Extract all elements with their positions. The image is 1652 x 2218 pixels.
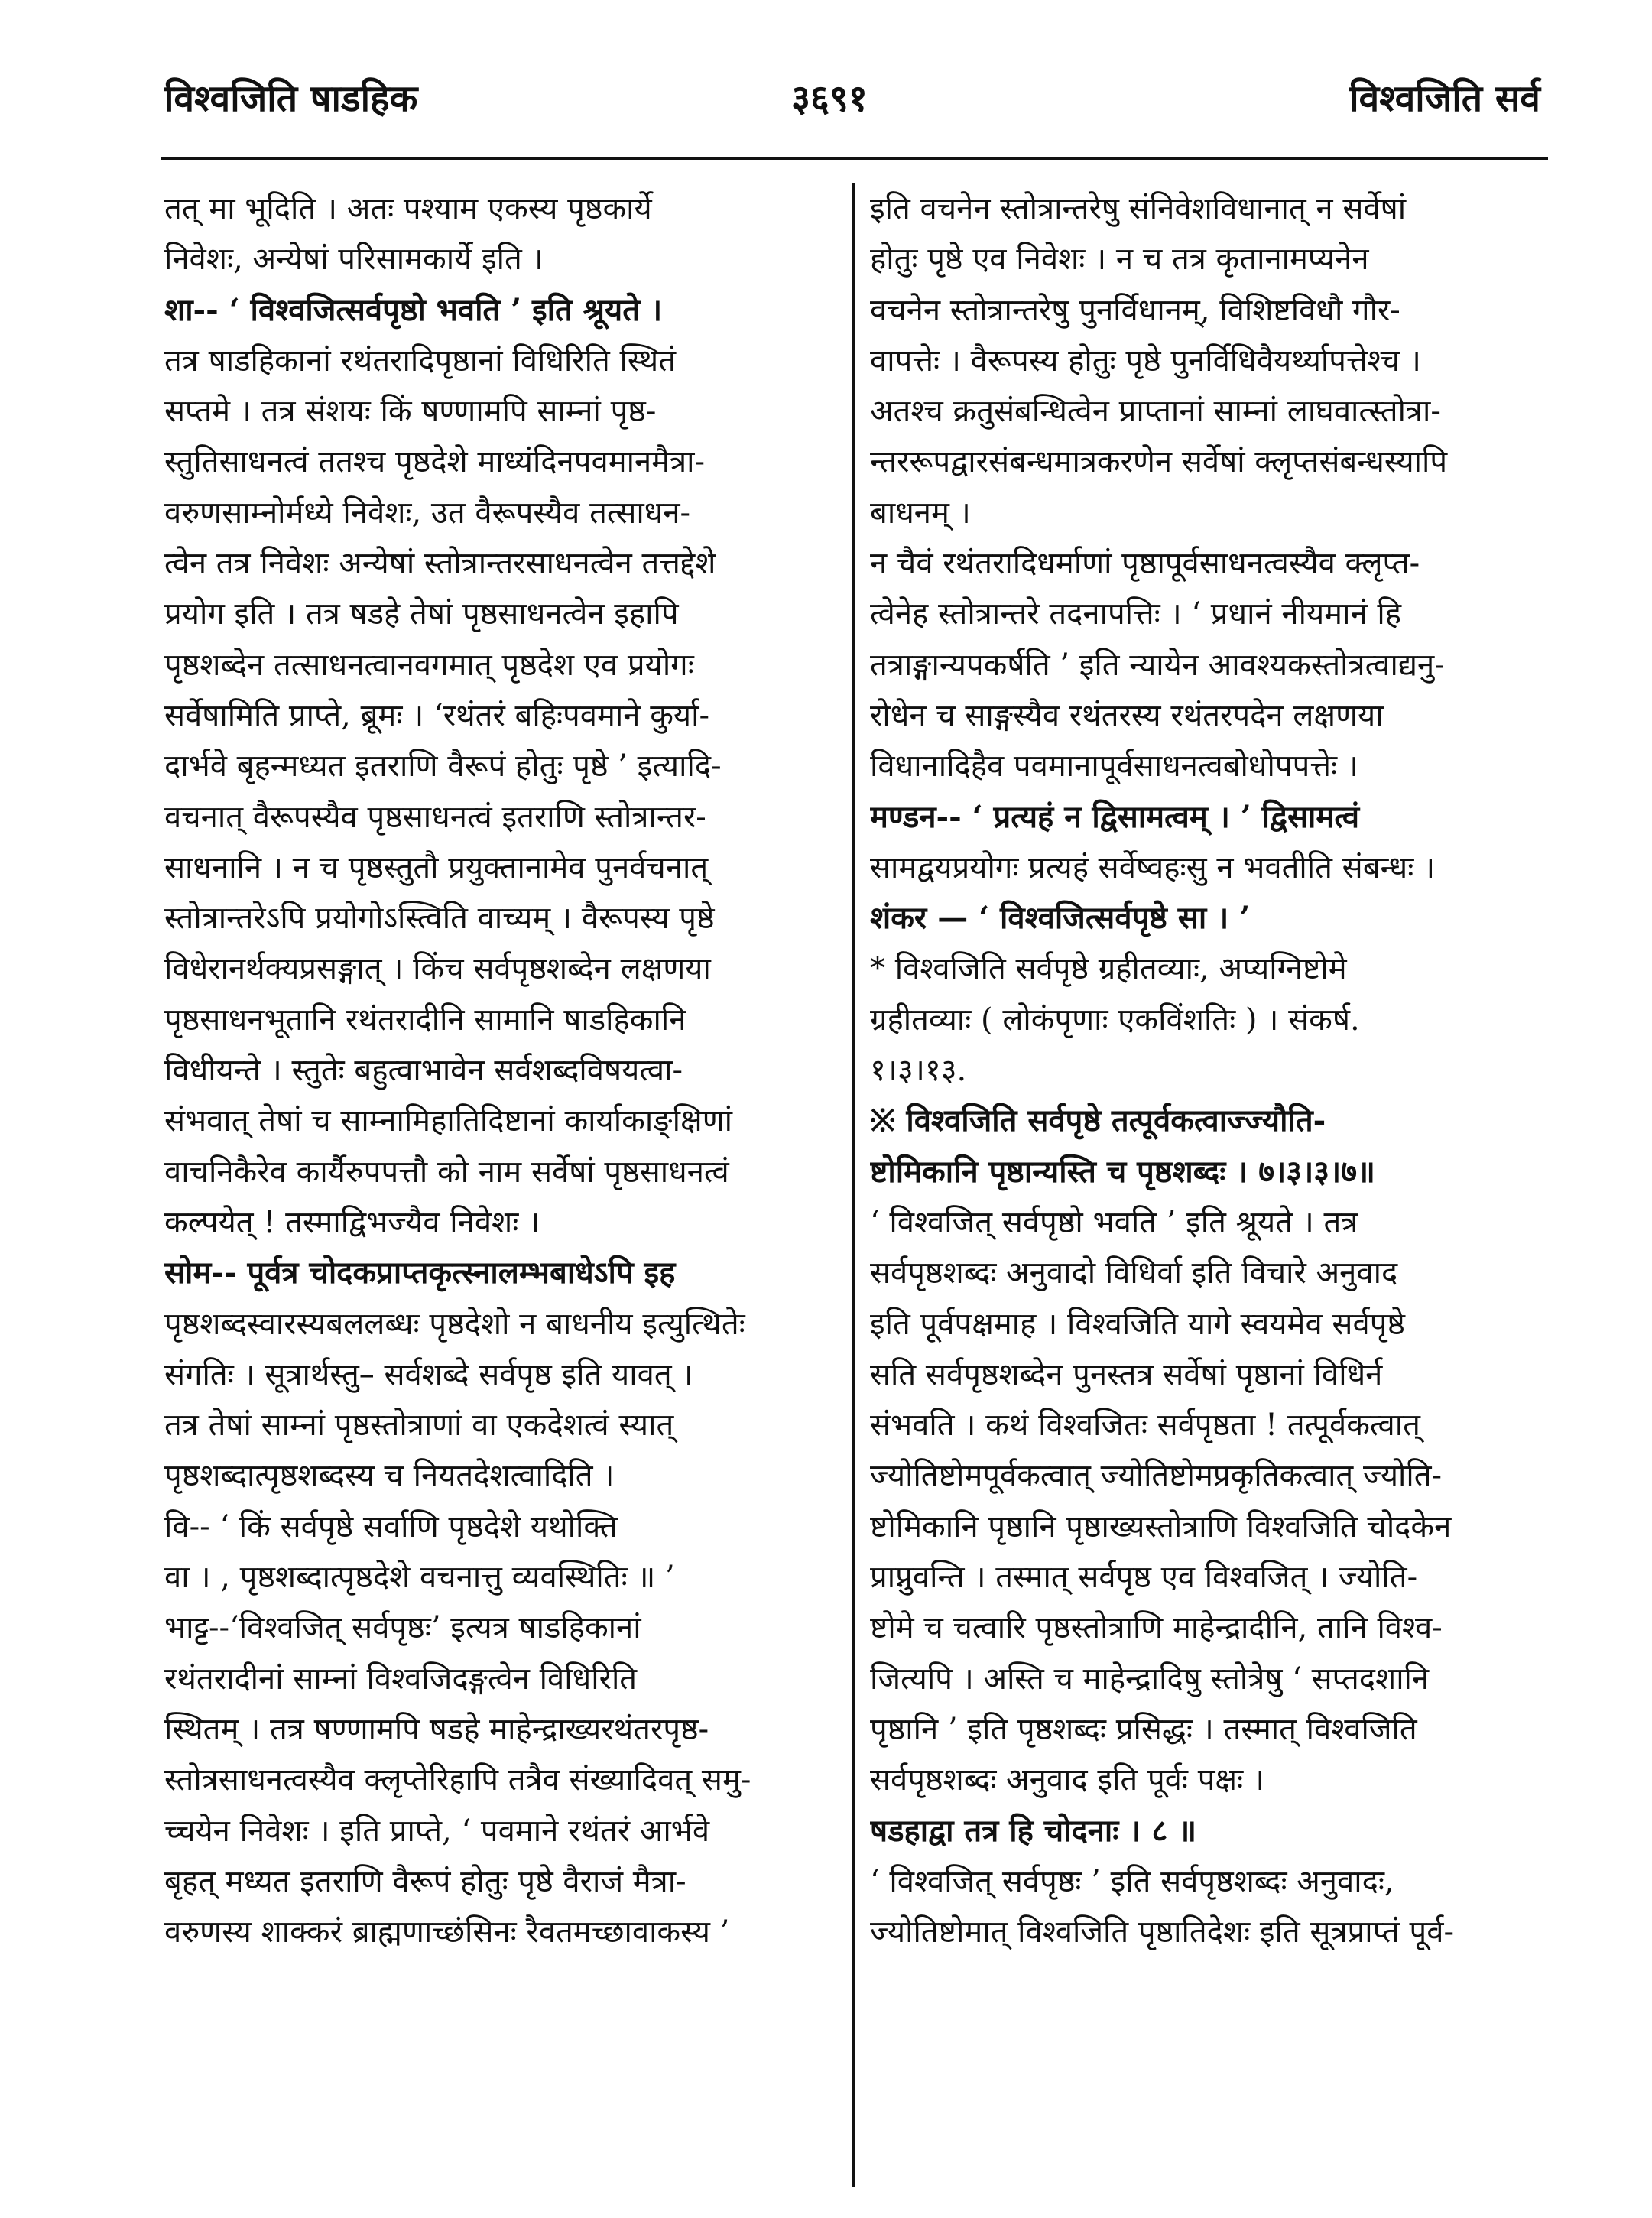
text-line: वचनात् वैरूपस्यैव पृष्ठसाधनत्वं इतराणि स्तोत्रान्तर- <box>164 799 706 835</box>
header-left-title: विश्वजिति षाडहिक <box>164 77 418 120</box>
text-line: होतुः पृष्ठे एव निवेशः । न च तत्र कृतानामप्यनेन <box>870 242 1369 278</box>
text-line: सर्वपृष्ठशब्दः अनुवाद इति पूर्वः पक्षः । <box>870 1762 1265 1798</box>
text-line: वरुणस्य शाक्करं ब्राह्मणाच्छंसिनः रैवतमच्छावाकस्य ’ <box>164 1914 730 1950</box>
text-line: शा-- ‘ विश्वजित्सर्वपृष्ठो भवति ’ इति श्रूयते । <box>164 291 663 328</box>
text-line: कल्पयेत् ! तस्माद्विभज्यैव निवेशः । <box>164 1204 540 1240</box>
text-line: वापत्तेः । वैरूपस्य होतुः पृष्ठे पुनर्विधिवैयर्थ्यापत्तेश्च । <box>870 343 1421 378</box>
text-line: * विश्वजिति सर्वपृष्ठे ग्रहीतव्याः, अप्यग्निष्टोमे <box>870 951 1347 987</box>
text-line: वि-- ‘ किं सर्वपृष्ठे सर्वाणि पृष्ठदेशे यथोक्ति <box>164 1508 618 1544</box>
text-line: निवेशः, अन्येषां परिसामकार्ये इति । <box>164 242 544 278</box>
text-line: पृष्ठानि ’ इति पृष्ठशब्दः प्रसिद्धः । तस्मात् विश्वजिति <box>870 1711 1417 1747</box>
sutra-line: षडहाद्वा तत्र हि चोदनाः । ८ ॥ <box>870 1812 1197 1849</box>
sutra-line: ष्टोमिकानि पृष्ठान्यस्ति च पृष्ठशब्दः । ७।३।३।७॥ <box>870 1153 1375 1190</box>
text-line: संभवात् तेषां च साम्नामिहातिदिष्टानां कार्याकाङ्क्षिणां <box>164 1103 732 1139</box>
sutra-line: ※ विश्वजिति सर्वपृष्ठे तत्पूर्वकत्वाज्ज्यौति- <box>870 1103 1326 1139</box>
text-line: सप्तमे । तत्र संशयः किं षण्णामपि साम्नां पृष्ठ- <box>164 394 657 430</box>
text-line: बृहत् मध्यत इतराणि वैरूपं होतुः पृष्ठे वैराजं मैत्रा- <box>164 1863 686 1899</box>
text-line: सोम-- पूर्वत्र चोदकप्राप्तकृत्स्नालम्भबाधेऽपि इह <box>164 1255 676 1291</box>
text-line: स्तुतिसाधनत्वं ततश्च पृष्ठदेशे माध्यंदिनपवमानमैत्रा- <box>164 444 706 480</box>
text-line: प्राप्नुवन्ति । तस्मात् सर्वपृष्ठ एव विश्वजित् । ज्योति- <box>870 1560 1418 1596</box>
text-line: पृष्ठसाधनभूतानि रथंतरादीनि सामानि षाडहिकानि <box>164 1002 686 1038</box>
text-line: ‘ विश्वजित् सर्वपृष्ठः ’ इति सर्वपृष्ठशब्दः अनुवादः, <box>870 1863 1394 1899</box>
text-line: सति सर्वपृष्ठशब्देन पुनस्तत्र सर्वेषां पृष्ठानां विधिर्न <box>870 1356 1383 1392</box>
text-line: विधानादिहैव पवमानापूर्वसाधनत्वबोधोपपत्तेः । <box>870 749 1358 784</box>
text-line: वा । , पृष्ठशब्दात्पृष्ठदेशे वचनात्तु व्यवस्थितिः ॥ ’ <box>164 1560 675 1596</box>
header-right-title: विश्वजिति सर्व <box>1349 77 1540 120</box>
text-line: ग्रहीतव्याः ( लोकंपृणाः एकविंशतिः ) । संकर्ष. <box>870 1002 1360 1038</box>
text-line: शंकर — ‘ विश्वजित्सर्वपृष्ठे सा । ’ <box>870 900 1251 937</box>
text-line: वाचनिकैरेव कार्यैरुपपत्तौ को नाम सर्वेषां पृष्ठसाधनत्वं <box>164 1154 729 1190</box>
text-line: विधेरानर्थक्यप्रसङ्गात् । किंच सर्वपृष्ठशब्देन लक्षणया <box>164 951 711 987</box>
text-line: भाट्ट--‘विश्वजित् सर्वपृष्ठः’ इत्यत्र षाडहिकानां <box>164 1610 641 1646</box>
text-line: अतश्च क्रतुसंबन्धित्वेन प्राप्तानां साम्नां लाघवात्स्तोत्रा- <box>870 394 1441 430</box>
text-line: रथंतरादीनां साम्नां विश्वजिदङ्गत्वेन विधिरिति <box>164 1661 638 1697</box>
text-line: सामद्वयप्रयोगः प्रत्यहं सर्वेष्वहःसु न भवतीति संबन्धः । <box>870 849 1436 885</box>
text-line: वरुणसाम्नोर्मध्ये निवेशः, उत वैरूपस्यैव तत्साधन- <box>164 495 691 531</box>
text-line: तत्र तेषां साम्नां पृष्ठस्तोत्राणां वा एकदेशत्वं स्यात् <box>164 1408 674 1443</box>
left-column <box>164 183 849 1957</box>
page-number: ३६९१ <box>791 77 868 120</box>
text-line: त्वेनेह स्तोत्रान्तरे तदनापत्तिः । ‘ प्रधानं नीयमानं हि <box>870 596 1401 632</box>
text-line: सर्वपृष्ठशब्दः अनुवादो विधिर्वा इति विचारे अनुवाद <box>870 1255 1398 1291</box>
text-line: पृष्ठशब्दात्पृष्ठशब्दस्य च नियतदेशत्वादिति । <box>164 1458 615 1494</box>
text-line: तत् मा भूदिति । अतः पश्याम एकस्य पृष्ठकार्ये <box>164 191 652 226</box>
text-line: स्तोत्रान्तरेऽपि प्रयोगोऽस्त्विति वाच्यम् । वैरूपस्य पृष्ठे <box>164 901 715 937</box>
text-line: ‘ विश्वजित् सर्वपृष्ठो भवति ’ इति श्रूयते । तत्र <box>870 1204 1358 1240</box>
text-line: इति पूर्वपक्षमाह । विश्वजिति यागे स्वयमेव सर्वपृष्ठे <box>870 1306 1405 1342</box>
text-line: पृष्ठशब्देन तत्साधनत्वानवगमात् पृष्ठदेश एव प्रयोगः <box>164 647 694 683</box>
text-line: सर्वेषामिति प्राप्ते, ब्रूमः । ‘रथंतरं बहिःपवमाने कुर्या- <box>164 697 709 733</box>
header-rule <box>161 157 1548 160</box>
right-column <box>870 183 1554 1957</box>
text-line: ज्योतिष्टोमात् विश्वजिति पृष्ठातिदेशः इति सूत्रप्राप्तं पूर्व- <box>870 1914 1454 1950</box>
text-line: स्थितम् । तत्र षण्णामपि षडहे माहेन्द्राख्यरथंतरपृष्ठ- <box>164 1711 709 1747</box>
text-line: तत्राङ्गान्यपकर्षति ’ इति न्यायेन आवश्यकस्तोत्रत्वाद्यनु- <box>870 647 1445 683</box>
text-line: वचनेन स्तोत्रान्तरेषु पुनर्विधानम्, विशिष्टविधौ गौर- <box>870 292 1400 328</box>
text-line: न्तररूपद्वारसंबन्धमात्रकरणेन सर्वेषां क्लृप्तसंबन्धस्यापि <box>870 444 1448 480</box>
text-line: ज्योतिष्टोमपूर्वकत्वात् ज्योतिष्टोमप्रकृतिकत्वात् ज्योति- <box>870 1458 1443 1494</box>
text-line: १।३।१३. <box>870 1053 967 1089</box>
text-line: च्चयेन निवेशः । इति प्राप्ते, ‘ पवमाने रथंतरं आर्भवे <box>164 1813 710 1849</box>
text-line: दार्भवे बृहन्मध्यत इतराणि वैरूपं होतुः पृष्ठे ’ इत्यादि- <box>164 749 722 784</box>
text-line: विधीयन्ते । स्तुतेः बहुत्वाभावेन सर्वशब्दविषयत्वा- <box>164 1053 683 1089</box>
text-line: न चैवं रथंतरादिधर्माणां पृष्ठापूर्वसाधनत्वस्यैव क्लृप्त- <box>870 546 1420 582</box>
text-line: प्रयोग इति । तत्र षडहे तेषां पृष्ठसाधनत्वेन इहापि <box>164 596 679 632</box>
text-line: रोधेन च साङ्गस्यैव रथंतरस्य रथंतरपदेन लक्षणया <box>870 697 1384 733</box>
text-line: इति वचनेन स्तोत्रान्तरेषु संनिवेशविधानात् न सर्वेषां <box>870 191 1407 226</box>
running-header <box>164 73 1540 134</box>
text-line: स्तोत्रसाधनत्वस्यैव क्लृप्तेरिहापि तत्रैव संख्यादिवत् समु- <box>164 1762 751 1798</box>
text-line: तत्र षाडहिकानां रथंतरादिपृष्ठानां विधिरिति स्थितं <box>164 343 677 378</box>
text-line: साधनानि । न च पृष्ठस्तुतौ प्रयुक्तानामेव पुनर्वचनात् <box>164 849 709 885</box>
text-line: जित्यपि । अस्ति च माहेन्द्रादिषु स्तोत्रेषु ‘ सप्तदशानि <box>870 1661 1430 1697</box>
text-line: ष्टोमिकानि पृष्ठानि पृष्ठाख्यस्तोत्राणि विश्वजिति चोदकेन <box>870 1508 1452 1544</box>
text-line: बाधनम् । <box>870 495 971 531</box>
text-line: संभवति । कथं विश्वजितः सर्वपृष्ठता ! तत्पूर्वकत्वात् <box>870 1408 1420 1443</box>
text-line: ष्टोमे च चत्वारि पृष्ठस्तोत्राणि माहेन्द्रादीनि, तानि विश्व- <box>870 1610 1443 1646</box>
column-divider <box>852 183 855 2187</box>
text-line: संगतिः । सूत्रार्थस्तु– सर्वशब्दे सर्वपृष्ठ इति यावत् । <box>164 1356 693 1392</box>
text-line: पृष्ठशब्दस्वारस्यबललब्धः पृष्ठदेशो न बाधनीय इत्युत्थितेः <box>164 1306 745 1342</box>
text-line: मण्डन-- ‘ प्रत्यहं न द्विसामत्वम् । ’ द्विसामत्वं <box>870 798 1360 835</box>
text-line: त्वेन तत्र निवेशः अन्येषां स्तोत्रान्तरसाधनत्वेन तत्तद्देशे <box>164 546 716 582</box>
